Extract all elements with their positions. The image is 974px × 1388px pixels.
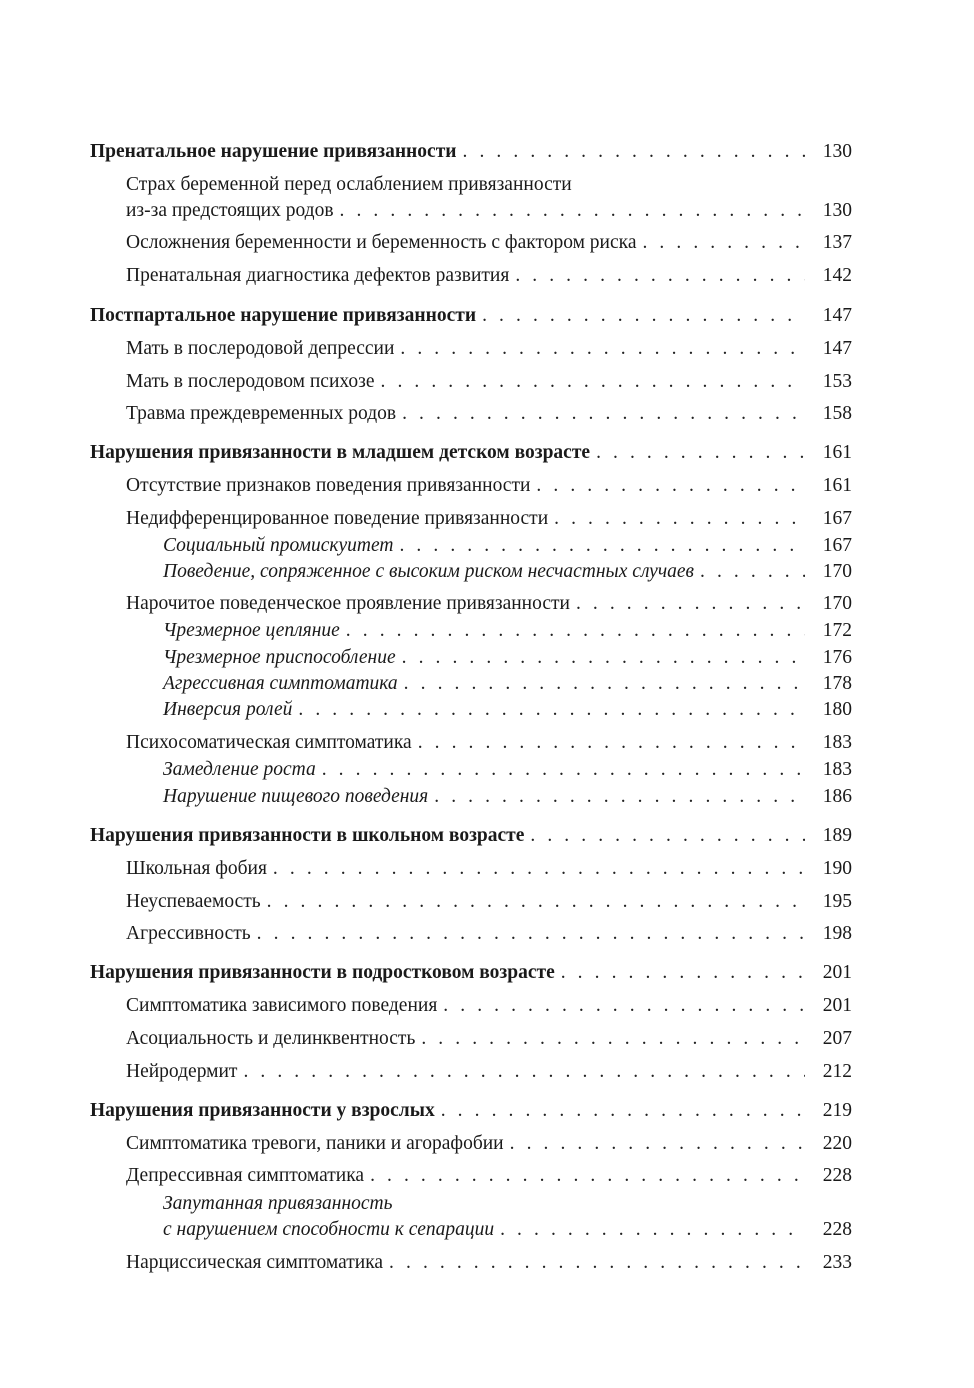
toc-entry-title: Асоциальность и делинквентность	[126, 1028, 416, 1049]
toc-entry-title: Нарушения привязанности в младшем детском возрасте	[90, 442, 591, 463]
dot-leader	[346, 618, 805, 644]
toc-entry-page-number: 167	[822, 535, 852, 556]
dot-leader	[402, 645, 805, 671]
toc-entry-page-number: 161	[822, 475, 852, 496]
dot-leader	[434, 784, 805, 810]
dot-leader	[536, 473, 805, 499]
dot-leader	[463, 139, 805, 165]
toc-entry-title: Неуспеваемость	[126, 891, 261, 912]
toc-entry-level-3[interactable]	[90, 645, 852, 671]
dot-leader	[404, 671, 805, 697]
toc-entry-title: с нарушением способности к сепарации	[163, 1219, 495, 1240]
toc-entry-level-2[interactable]	[90, 591, 852, 617]
dot-leader	[273, 856, 805, 882]
dot-leader	[441, 1098, 805, 1124]
toc-entry-level-1[interactable]	[90, 303, 852, 329]
toc-entry-title: Нейродермит	[126, 1061, 238, 1082]
toc-entry-page-number: 190	[822, 858, 852, 879]
toc-entry-page-number: 183	[822, 759, 852, 780]
dot-leader	[298, 697, 805, 723]
toc-entry-level-2[interactable]	[90, 473, 852, 499]
toc-entry-page-number: 233	[822, 1252, 852, 1273]
toc-entry-page-number: 130	[822, 200, 852, 221]
toc-entry-level-1[interactable]	[90, 139, 852, 165]
toc-entry-page-number: 186	[822, 786, 852, 807]
toc-entry-title: Симптоматика тревоги, паники и агорафобии	[126, 1133, 504, 1154]
toc-entry-title: Психосоматическая симптоматика	[126, 732, 412, 753]
toc-entry-page-number: 142	[822, 265, 852, 286]
toc-entry-level-3[interactable]	[90, 784, 852, 810]
toc-entry-page-number: 158	[822, 403, 852, 424]
toc-entry-page-number: 170	[822, 593, 852, 614]
dot-leader	[443, 993, 805, 1019]
dot-leader	[500, 1217, 805, 1243]
dot-leader	[402, 401, 805, 427]
toc-entry-level-2[interactable]	[90, 369, 852, 395]
toc-entry-level-2[interactable]	[90, 172, 852, 224]
toc-entry-page-number: 172	[822, 620, 852, 641]
dot-leader	[370, 1163, 805, 1189]
dot-leader	[389, 1250, 805, 1276]
toc-entry-page-number: 220	[822, 1133, 852, 1154]
toc-entry-title: Поведение, сопряженное с высоким риском несчастных случаев	[163, 561, 695, 582]
toc-entry-page-number: 153	[822, 371, 852, 392]
dot-leader	[596, 440, 805, 466]
toc-entry-title: Травма преждевременных родов	[126, 403, 397, 424]
toc-entry-title: Чрезмерное цепляние	[163, 620, 340, 641]
dot-leader	[340, 198, 805, 224]
toc-entry-title: Мать в послеродовой депрессии	[126, 338, 395, 359]
toc-entry-title-line1: Запутанная привязанность	[163, 1193, 393, 1214]
toc-entry-page-number: 195	[822, 891, 852, 912]
dot-leader	[322, 757, 805, 783]
toc-entry-level-3[interactable]	[90, 1191, 852, 1243]
toc-entry-page-number: 212	[822, 1061, 852, 1082]
toc-entry-title: Недифференцированное поведение привязанности	[126, 508, 549, 529]
toc-entry-title: Социальный промискуитет	[163, 535, 394, 556]
dot-leader	[700, 559, 805, 585]
dot-leader	[400, 336, 805, 362]
toc-entry-page-number: 161	[822, 442, 852, 463]
dot-leader	[642, 230, 805, 256]
dot-leader	[243, 1059, 805, 1085]
toc-entry-page-number: 147	[822, 338, 852, 359]
toc-entry-page-number: 228	[822, 1219, 852, 1240]
toc-entry-page-number: 178	[822, 673, 852, 694]
toc-entry-title: Нарушение пищевого поведения	[163, 786, 429, 807]
toc-entry-level-2[interactable]	[90, 1250, 852, 1276]
toc-entry-level-3[interactable]	[90, 618, 852, 644]
toc-entry-title: Агрессивность	[126, 923, 251, 944]
toc-entry-level-3[interactable]	[90, 757, 852, 783]
toc-entry-page-number: 170	[822, 561, 852, 582]
dot-leader	[576, 591, 805, 617]
toc-entry-title: Депрессивная симптоматика	[126, 1165, 365, 1186]
toc-entry-level-2[interactable]	[90, 856, 852, 882]
toc-entry-page-number: 147	[822, 305, 852, 326]
toc-entry-title: Мать в послеродовом психозе	[126, 371, 375, 392]
dot-leader	[482, 303, 805, 329]
toc-entry-page-number: 201	[822, 962, 852, 983]
toc-entry-page-number: 137	[822, 232, 852, 253]
toc-entry-page-number: 183	[822, 732, 852, 753]
dot-leader	[421, 1026, 805, 1052]
dot-leader	[554, 506, 805, 532]
toc-entry-page-number: 130	[822, 141, 852, 162]
toc-entry-level-3[interactable]	[90, 671, 852, 697]
toc-entry-level-3[interactable]	[90, 559, 852, 585]
toc-entry-level-2[interactable]	[90, 889, 852, 915]
toc-entry-level-2[interactable]	[90, 1163, 852, 1189]
toc-entry-title: Пренатальная диагностика дефектов развития	[126, 265, 510, 286]
toc-entry-level-2[interactable]	[90, 921, 852, 947]
toc-entry-level-2[interactable]	[90, 993, 852, 1019]
toc-entry-title: Нарушения привязанности в школьном возрасте	[90, 825, 525, 846]
toc-entry-title: Постпартальное нарушение привязанности	[90, 305, 477, 326]
toc-entry-title-line1: Страх беременной перед ослаблением привязанности	[126, 174, 572, 195]
dot-leader	[399, 533, 805, 559]
toc-entry-page-number: 228	[822, 1165, 852, 1186]
dot-leader	[267, 889, 805, 915]
toc-entry-level-1[interactable]	[90, 1098, 852, 1124]
toc-entry-page-number: 219	[822, 1100, 852, 1121]
toc-entry-page-number: 176	[822, 647, 852, 668]
toc-entry-level-2[interactable]	[90, 1059, 852, 1085]
toc-entry-level-2[interactable]	[90, 1026, 852, 1052]
dot-leader	[561, 960, 805, 986]
toc-entry-title: из-за предстоящих родов	[126, 200, 334, 221]
toc-entry-level-2[interactable]	[90, 230, 852, 256]
toc-entry-title: Замедление роста	[163, 759, 316, 780]
toc-entry-level-2[interactable]	[90, 401, 852, 427]
toc-entry-level-2[interactable]	[90, 730, 852, 756]
toc-entry-page-number: 167	[822, 508, 852, 529]
toc-entry-title: Нарочитое поведенческое проявление привязанности	[126, 593, 570, 614]
toc-entry-level-2[interactable]	[90, 263, 852, 289]
toc-entry-title: Отсутствие признаков поведения привязанности	[126, 475, 531, 496]
toc-entry-level-3[interactable]	[90, 533, 852, 559]
toc-entry-level-1[interactable]	[90, 823, 852, 849]
toc-entry-title: Нарушения привязанности в подростковом возрасте	[90, 962, 555, 983]
toc-entry-title: Симптоматика зависимого поведения	[126, 995, 438, 1016]
dot-leader	[510, 1131, 805, 1157]
toc-entry-title: Школьная фобия	[126, 858, 267, 879]
dot-leader	[515, 263, 805, 289]
toc-entry-page-number: 201	[822, 995, 852, 1016]
toc-entry-title: Осложнения беременности и беременность с фактором риска	[126, 232, 637, 253]
toc-entry-page-number: 198	[822, 923, 852, 944]
toc-entry-level-3[interactable]	[90, 697, 852, 723]
toc-entry-page-number: 207	[822, 1028, 852, 1049]
toc-entry-level-2[interactable]	[90, 336, 852, 362]
toc-entry-title: Чрезмерное приспособление	[163, 647, 396, 668]
toc-entry-title: Агрессивная симптоматика	[163, 673, 398, 694]
toc-entry-title: Инверсия ролей	[163, 699, 293, 720]
toc-entry-level-2[interactable]	[90, 1131, 852, 1157]
toc-entry-page-number: 180	[822, 699, 852, 720]
toc-entry-level-2[interactable]	[90, 506, 852, 532]
dot-leader	[381, 369, 806, 395]
dot-leader	[257, 921, 805, 947]
toc-entry-title: Пренатальное нарушение привязанности	[90, 141, 457, 162]
toc-entry-level-1[interactable]	[90, 960, 852, 986]
dot-leader	[530, 823, 805, 849]
toc-entry-title: Нарциссическая симптоматика	[126, 1252, 384, 1273]
toc-entry-title: Нарушения привязанности у взрослых	[90, 1100, 435, 1121]
toc-entry-page-number: 189	[822, 825, 852, 846]
dot-leader	[418, 730, 805, 756]
toc-entry-level-1[interactable]	[90, 440, 852, 466]
